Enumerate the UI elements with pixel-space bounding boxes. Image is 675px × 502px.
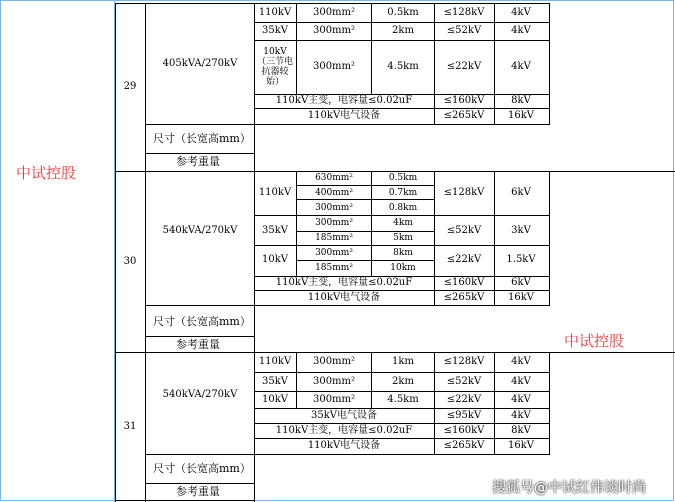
test-range: ≤128kV	[443, 7, 485, 18]
test-range: ≤95kV	[446, 410, 482, 421]
test-range: ≤265kV	[443, 110, 485, 121]
grid-line	[371, 171, 372, 276]
size-label: 尺寸（长宽高mm）	[153, 315, 251, 328]
grid-line	[434, 352, 435, 454]
voltage-level: 110kV	[258, 356, 292, 367]
equipment: 110kV电气设备	[307, 110, 381, 121]
grid-line	[434, 171, 435, 305]
cable-length: 0.8km	[388, 203, 418, 213]
test-voltage: 3kV	[511, 225, 531, 236]
test-range: ≤52kV	[446, 25, 482, 36]
watermark: 中试控股	[564, 332, 625, 350]
grid-line	[254, 290, 550, 291]
cable-length: 1km	[392, 356, 414, 367]
grid-line	[296, 171, 297, 276]
grid-line	[145, 483, 255, 484]
cable-length: 0.5km	[387, 7, 419, 18]
grid-line	[254, 245, 550, 246]
voltage-level: 35kV	[261, 376, 289, 387]
watermark: 中试控股	[16, 164, 77, 182]
cable-area: 630mm²	[315, 173, 353, 183]
test-voltage: 1.5kV	[506, 254, 536, 265]
grid-line	[254, 352, 255, 502]
test-voltage: 4kV	[511, 410, 531, 421]
test-range: ≤128kV	[443, 187, 485, 198]
cable-area: 300mm²	[312, 25, 356, 36]
cable-area: 300mm²	[315, 218, 353, 228]
cable-area: 300mm²	[315, 248, 353, 258]
grid-line	[254, 215, 550, 216]
grid-line	[254, 171, 255, 352]
cable-area: 300mm²	[312, 61, 356, 72]
size-label: 尺寸（长宽高mm）	[153, 132, 251, 145]
main-transformer: 110kV主变，电容量≤0.02uF	[275, 95, 413, 106]
test-range: ≤160kV	[443, 277, 485, 288]
test-voltage: 6kV	[511, 277, 531, 288]
cable-length: 2km	[392, 25, 414, 36]
grid-line	[296, 185, 371, 186]
test-voltage: 6kV	[511, 187, 531, 198]
test-voltage: 8kV	[511, 95, 531, 106]
test-voltage: 4kV	[511, 7, 531, 18]
test-voltage: 4kV	[511, 356, 531, 367]
grid-line	[434, 3, 435, 94]
grid-line	[145, 153, 255, 154]
grid-line	[494, 3, 495, 124]
footer-credit: 搜狐号@中试红伟谈时尚	[492, 480, 646, 496]
test-voltage: 4kV	[511, 25, 531, 36]
cable-area: 300mm²	[312, 356, 356, 367]
test-range: ≤160kV	[443, 425, 485, 436]
grid-line	[371, 185, 434, 186]
grid-line	[494, 171, 495, 305]
grid-line	[145, 3, 146, 502]
test-range: ≤160kV	[443, 95, 485, 106]
grid-line	[145, 124, 550, 125]
grid-line	[145, 336, 255, 337]
cable-length: 5km	[393, 233, 413, 243]
grid-line	[371, 352, 372, 408]
test-range: ≤22kV	[446, 61, 482, 72]
capacity: 540kVA/270kV	[162, 225, 238, 236]
grid-line	[254, 108, 550, 109]
test-range: ≤22kV	[446, 394, 482, 405]
grid-line	[115, 3, 550, 4]
grid-line	[254, 391, 550, 392]
grid-line	[115, 171, 675, 172]
grid-line	[254, 40, 550, 41]
test-range: ≤52kV	[446, 225, 482, 236]
cable-length: 0.7km	[388, 188, 418, 198]
test-voltage: 4kV	[511, 61, 531, 72]
test-voltage: 16kV	[507, 110, 535, 121]
main-transformer: 110kV主变，电容量≤0.02uF	[275, 277, 413, 288]
grid-line	[254, 438, 550, 439]
test-range: ≤52kV	[446, 376, 482, 387]
cable-area: 300mm²	[312, 7, 356, 18]
grid-line	[296, 231, 434, 232]
weight-label: 参考重量	[176, 155, 220, 168]
test-voltage: 16kV	[507, 440, 535, 451]
grid-line	[254, 423, 550, 424]
grid-line	[115, 3, 116, 502]
equipment-35kv: 35kV电气设备	[310, 410, 378, 421]
cable-area: 300mm²	[312, 376, 356, 387]
cable-area: 400mm²	[315, 188, 353, 198]
voltage-level: 35kV	[261, 225, 289, 236]
cable-length: 8km	[393, 248, 413, 258]
grid-line	[115, 352, 675, 353]
grid-line	[254, 372, 550, 373]
row-number: 31	[123, 421, 137, 432]
grid-line	[549, 171, 550, 305]
grid-line	[145, 305, 550, 306]
test-voltage: 16kV	[507, 292, 535, 303]
cable-area: 300mm²	[312, 394, 356, 405]
test-range: ≤128kV	[443, 356, 485, 367]
voltage-level: 110kV	[258, 7, 292, 18]
grid-line	[434, 94, 435, 124]
voltage-level: 35kV	[261, 25, 289, 36]
voltage-level: 110kV	[258, 187, 292, 198]
grid-line	[254, 3, 255, 171]
grid-line	[296, 3, 297, 94]
cable-length: 0.5km	[388, 173, 418, 183]
grid-line	[494, 352, 495, 454]
cable-length: 10km	[390, 263, 416, 273]
test-range: ≤265kV	[443, 440, 485, 451]
cable-area: 300mm²	[315, 203, 353, 213]
voltage-level: 10kV（三节电抗器较始）	[256, 47, 293, 87]
cable-area: 185mm²	[315, 233, 353, 243]
cable-length: 4km	[393, 218, 413, 228]
weight-label: 参考重量	[176, 485, 220, 498]
equipment: 110kV电气设备	[307, 292, 381, 303]
test-voltage: 4kV	[511, 394, 531, 405]
grid-line	[254, 22, 550, 23]
size-label: 尺寸（长宽高mm）	[153, 462, 251, 475]
cable-length: 2km	[392, 376, 414, 387]
grid-line	[254, 408, 550, 409]
cable-area: 185mm²	[315, 263, 353, 273]
equipment: 110kV电气设备	[307, 440, 381, 451]
test-voltage: 4kV	[511, 376, 531, 387]
voltage-level: 10kV	[261, 254, 289, 265]
row-number: 29	[123, 81, 137, 92]
test-range: ≤22kV	[446, 254, 482, 265]
capacity: 405kVA/270kV	[162, 58, 238, 69]
row-number: 30	[123, 256, 137, 267]
voltage-level: 10kV	[261, 394, 289, 405]
cable-length: 4.5km	[387, 61, 419, 72]
cable-length: 4.5km	[387, 394, 419, 405]
grid-line	[296, 199, 434, 200]
grid-line	[296, 260, 434, 261]
weight-label: 参考重量	[176, 338, 220, 351]
test-voltage: 8kV	[511, 425, 531, 436]
main-transformer: 110kV主变，电容量≤0.02uF	[275, 425, 413, 436]
grid-line	[371, 3, 372, 94]
test-range: ≤265kV	[443, 292, 485, 303]
grid-line	[115, 500, 255, 501]
grid-line	[145, 454, 550, 455]
capacity: 540kVA/270kV	[162, 389, 238, 400]
grid-line	[296, 352, 297, 408]
